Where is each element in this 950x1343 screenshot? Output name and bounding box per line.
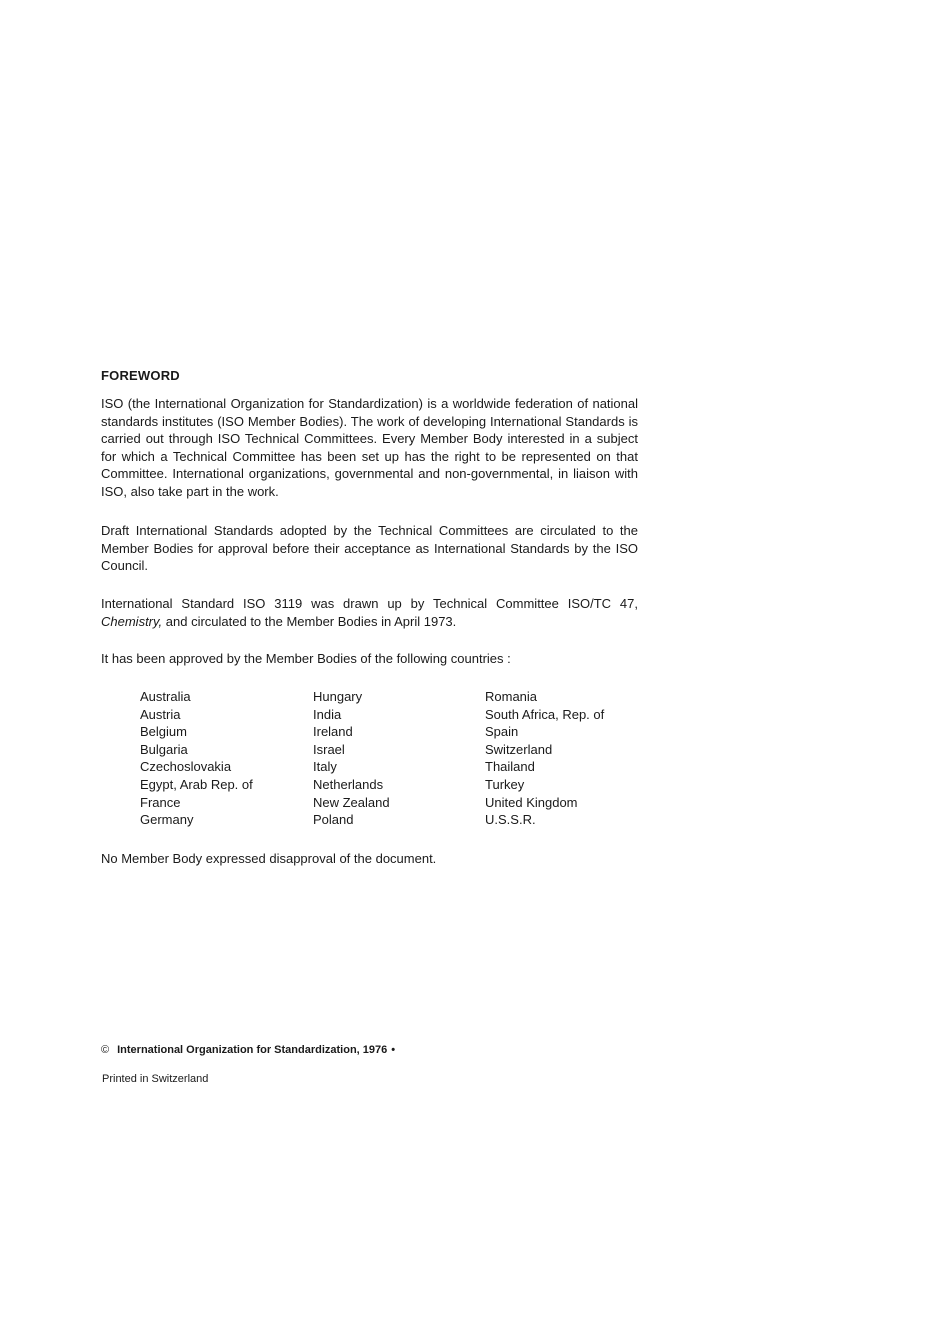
country-item: Romania xyxy=(485,689,538,704)
country-item: Czechoslovakia xyxy=(140,759,232,775)
bullet-icon: • xyxy=(391,1044,396,1056)
country-item: Poland xyxy=(313,812,354,828)
country-item: Thailand xyxy=(485,759,535,775)
printed-location: Printed in Switzerland xyxy=(102,1073,209,1085)
country-item: India xyxy=(313,706,342,722)
country-item: Germany xyxy=(140,812,194,828)
copyright-notice xyxy=(101,1044,395,1056)
country-item: Italy xyxy=(313,759,337,775)
committee-name: Chemistry, xyxy=(101,613,163,629)
countries-column-2 xyxy=(313,688,483,829)
foreword-paragraph-iso-intro: ISO (the International Organization for Standardization) is a worldwide federation of national standards institutes (ISO Member Bodies). The work of developing International Standards is carried out through ISO Technical Committees. Every Member Body interested in a subject for which a Technical Committee has been set up has the right to be represented on that Committee. International organizations, governmental and non-governmental, in liaison with ISO, also take part in the work. xyxy=(101,396,638,499)
country-item: Ireland xyxy=(313,724,353,740)
country-item: Bulgaria xyxy=(140,741,188,757)
foreword-paragraph-approval: It has been approved by the Member Bodies of the following countries : xyxy=(101,651,511,666)
copyright-text: International Organization for Standardization, 1976 xyxy=(117,1044,388,1056)
country-item: Egypt, Arab Rep. of xyxy=(140,776,253,792)
country-item: U.S.S.R. xyxy=(485,812,536,828)
country-item: Netherlands xyxy=(313,776,384,792)
country-item: Spain xyxy=(485,724,519,740)
foreword-paragraph-draft-standards: Draft International Standards adopted by the Technical Committees are circulated to the Member Bodies for approval before their acceptance as International Standards by the ISO Council. xyxy=(101,523,638,574)
country-item: Hungary xyxy=(313,689,363,704)
country-item: Austria xyxy=(140,706,181,722)
standard-origin-text-end: and circulated to the Member Bodies in April 1973. xyxy=(162,613,457,629)
foreword-paragraph-no-disapproval: No Member Body expressed disapproval of the document. xyxy=(101,851,437,866)
country-item: Turkey xyxy=(485,776,525,792)
country-item: South Africa, Rep. of xyxy=(485,706,605,722)
country-item: New Zealand xyxy=(313,794,390,810)
country-item: Australia xyxy=(140,689,191,704)
standard-origin-text: International Standard ISO 3119 was drawn up by Technical Committee ISO/TC 47, xyxy=(101,596,638,611)
copyright-symbol: © xyxy=(101,1044,110,1056)
country-item: Belgium xyxy=(140,724,187,740)
country-item: Israel xyxy=(313,741,345,757)
foreword-paragraph-standard-origin xyxy=(101,595,638,630)
country-item: France xyxy=(140,794,181,810)
country-item: Switzerland xyxy=(485,741,553,757)
foreword-heading: FOREWORD xyxy=(101,368,180,383)
countries-column-1 xyxy=(140,688,310,829)
country-item: United Kingdom xyxy=(485,794,578,810)
countries-column-3 xyxy=(485,688,685,829)
